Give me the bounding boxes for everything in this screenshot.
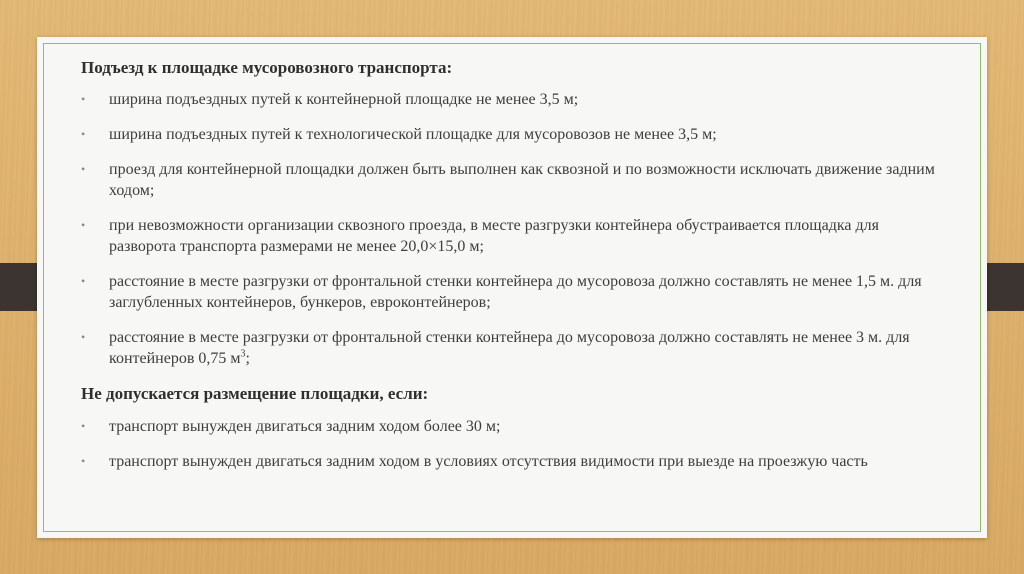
- list-item-text: ширина подъездных путей к контейнерной площадке не менее 3,5 м;: [109, 91, 579, 108]
- bullet-icon: •: [81, 330, 86, 344]
- list-item: [81, 215, 949, 257]
- superscript-cube: 3: [240, 348, 246, 360]
- list-item-text-end: ;: [245, 350, 250, 367]
- list-item-text: [109, 329, 910, 367]
- list-item-text: ширина подъездных путей к технологической площадке для мусоровозов не менее 3,5 м;: [109, 126, 717, 143]
- list-item: [81, 271, 949, 313]
- section1-heading: Подъезд к площадке мусоровозного транспорта:: [81, 58, 453, 77]
- section1-list: [81, 89, 949, 369]
- list-item: [81, 89, 949, 110]
- bullet-icon: •: [81, 218, 86, 232]
- list-item: [81, 451, 949, 472]
- list-item-text: проезд для контейнерной площадки должен быть выполнен как сквозной и по возможности исключать движение задним ходом;: [109, 161, 935, 199]
- list-item: [81, 327, 949, 369]
- list-item-text-main: расстояние в месте разгрузки от фронтальной стенки контейнера до мусоровоза должно составлять не менее 3 м. для контейнеров 0,75 м: [109, 329, 910, 367]
- bullet-icon: •: [81, 162, 86, 176]
- bullet-icon: •: [81, 127, 86, 141]
- list-item-text: транспорт вынужден двигаться задним ходом более 30 м;: [109, 418, 501, 435]
- list-item: [81, 124, 949, 145]
- section2-list: [81, 416, 949, 472]
- list-item: [81, 416, 949, 437]
- bullet-icon: •: [81, 454, 86, 468]
- list-item-text: транспорт вынужден двигаться задним ходом в условиях отсутствия видимости при выезде на проезжую часть: [109, 453, 868, 470]
- slide: [37, 37, 987, 538]
- bullet-icon: •: [81, 419, 86, 433]
- bullet-icon: •: [81, 92, 86, 106]
- slide-content: [81, 57, 949, 486]
- bullet-icon: •: [81, 274, 86, 288]
- list-item-text: при невозможности организации сквозного проезда, в месте разгрузки контейнера обустраивается площадка для разворота транспорта размерами не менее 20,0×15,0 м;: [109, 217, 879, 255]
- list-item: [81, 159, 949, 201]
- list-item-text: расстояние в месте разгрузки от фронтальной стенки контейнера до мусоровоза должно составлять не менее 1,5 м. для заглубленных контейнеров, бункеров, евроконтейнеров;: [109, 273, 922, 311]
- section2-heading: Не допускается размещение площадки, если:: [81, 384, 429, 403]
